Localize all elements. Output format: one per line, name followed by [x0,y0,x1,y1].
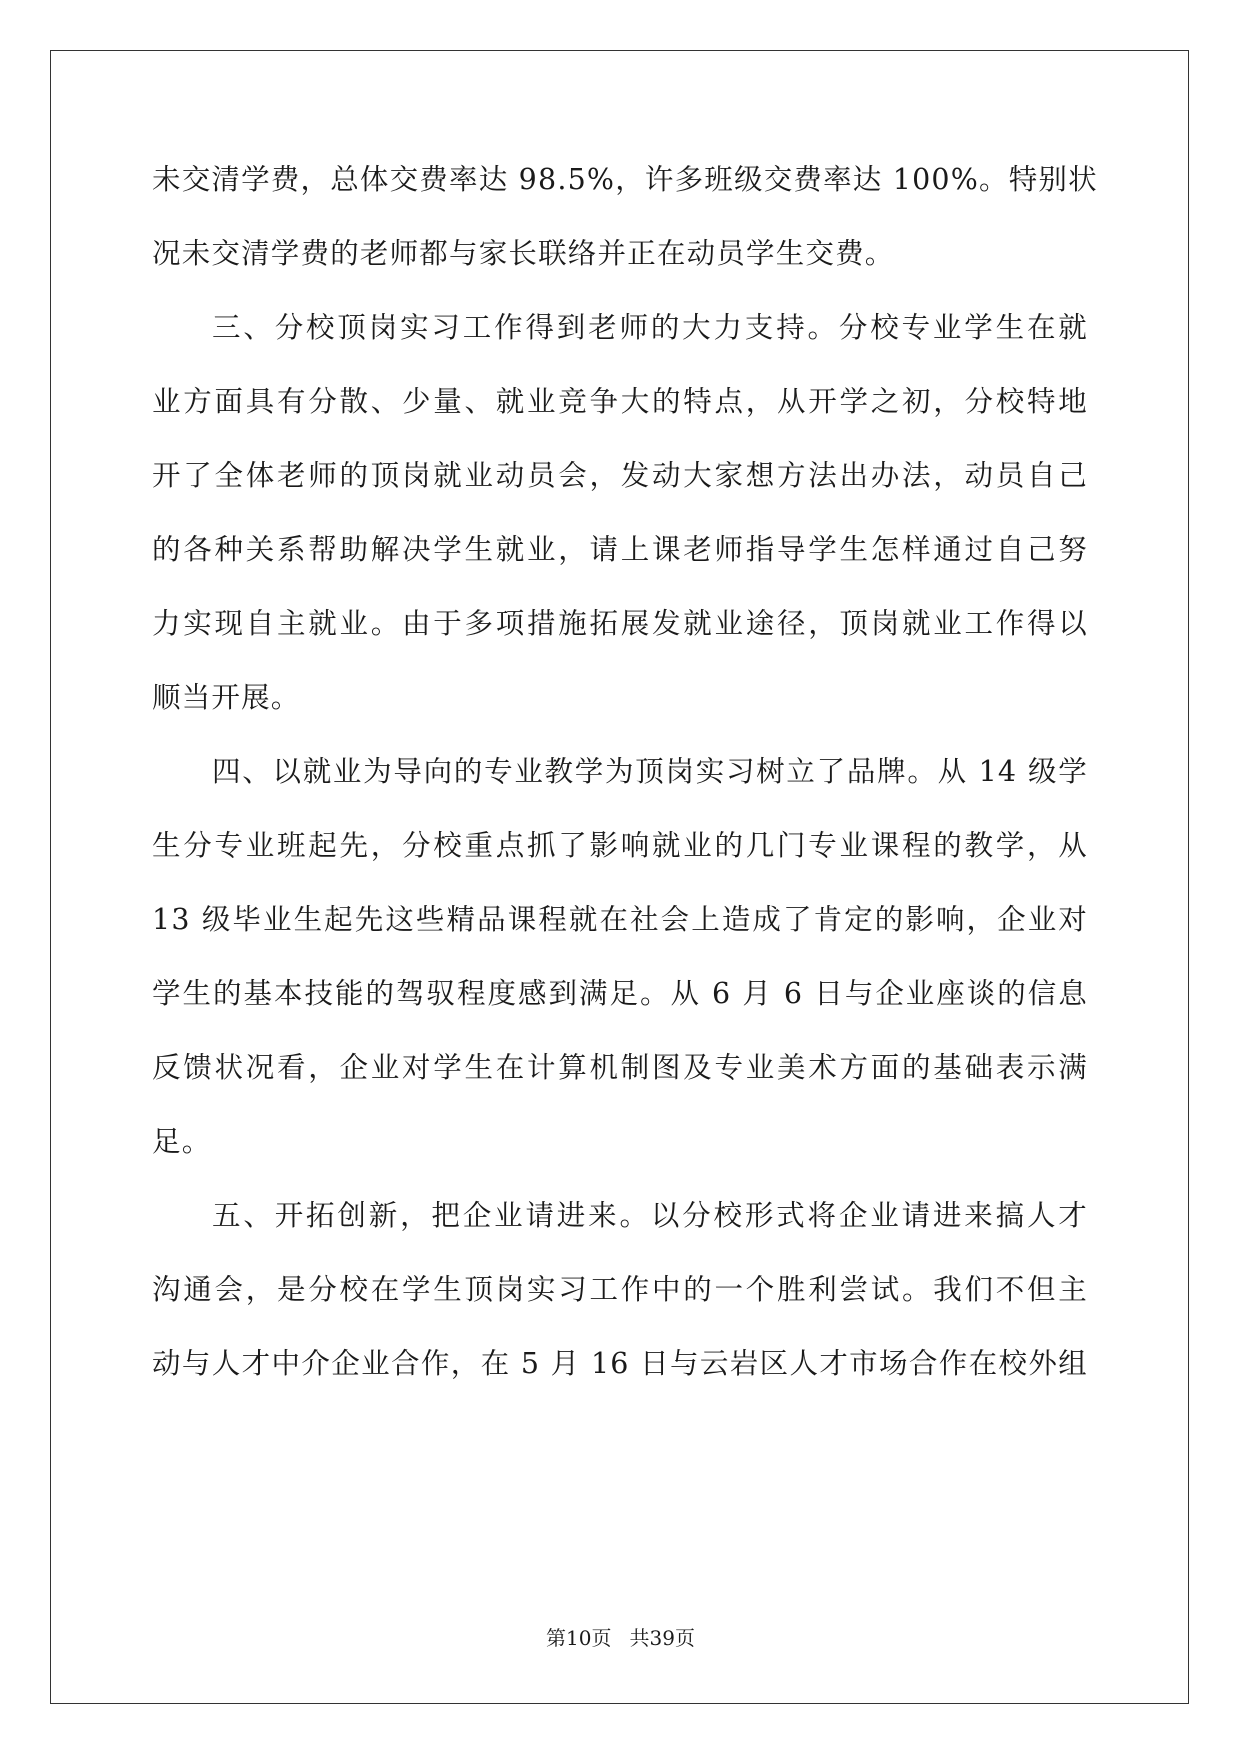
paragraph-line: 五、开拓创新，把企业请进来。以分校形式将企业请进来搞人才 [212,1199,1088,1232]
paragraph-line: 三、分校顶岗实习工作得到老师的大力支持。分校专业学生在就 [212,311,1088,344]
paragraph-line: 开了全体老师的顶岗就业动员会，发动大家想方法出办法，动员自己 [152,459,1088,492]
page-footer [0,1622,1241,1651]
paragraph-line: 的各种关系帮助解决学生就业，请上课老师指导学生怎样通过自己努 [152,533,1088,566]
paragraph-line: 况未交清学费的老师都与家长联络并正在动员学生交费。 [152,237,895,270]
paragraph-line: 顺当开展。 [152,681,301,714]
document-body [152,160,1098,1418]
paragraph-line: 沟通会，是分校在学生顶岗实习工作中的一个胜利尝试。我们不但主 [152,1273,1088,1306]
paragraph-line: 足。 [152,1125,212,1158]
paragraph-line: 力实现自主就业。由于多项措施拓展发就业途径，顶岗就业工作得以 [152,607,1088,640]
paragraph-line: 反馈状况看，企业对学生在计算机制图及专业美术方面的基础表示满 [152,1051,1088,1084]
paragraph-line: 动与人才中介企业合作，在 5 月 16 日与云岩区人才市场合作在校外组 [152,1347,1088,1380]
paragraph-line: 生分专业班起先，分校重点抓了影响就业的几门专业课程的教学，从 [152,829,1088,862]
paragraph-line: 四、以就业为导向的专业教学为顶岗实习树立了品牌。从 14 级学 [212,755,1088,788]
paragraph-line: 13 级毕业生起先这些精品课程就在社会上造成了肯定的影响，企业对 [152,903,1088,936]
page-total: 共39页 [629,1626,695,1650]
paragraph-line: 业方面具有分散、少量、就业竞争大的特点，从开学之初，分校特地 [152,385,1088,418]
page-number: 第10页 [546,1626,612,1650]
paragraph-line: 未交清学费，总体交费率达 98.5%，许多班级交费率达 100%。特别状 [152,163,1098,196]
paragraph-line: 学生的基本技能的驾驭程度感到满足。从 6 月 6 日与企业座谈的信息 [152,977,1088,1010]
